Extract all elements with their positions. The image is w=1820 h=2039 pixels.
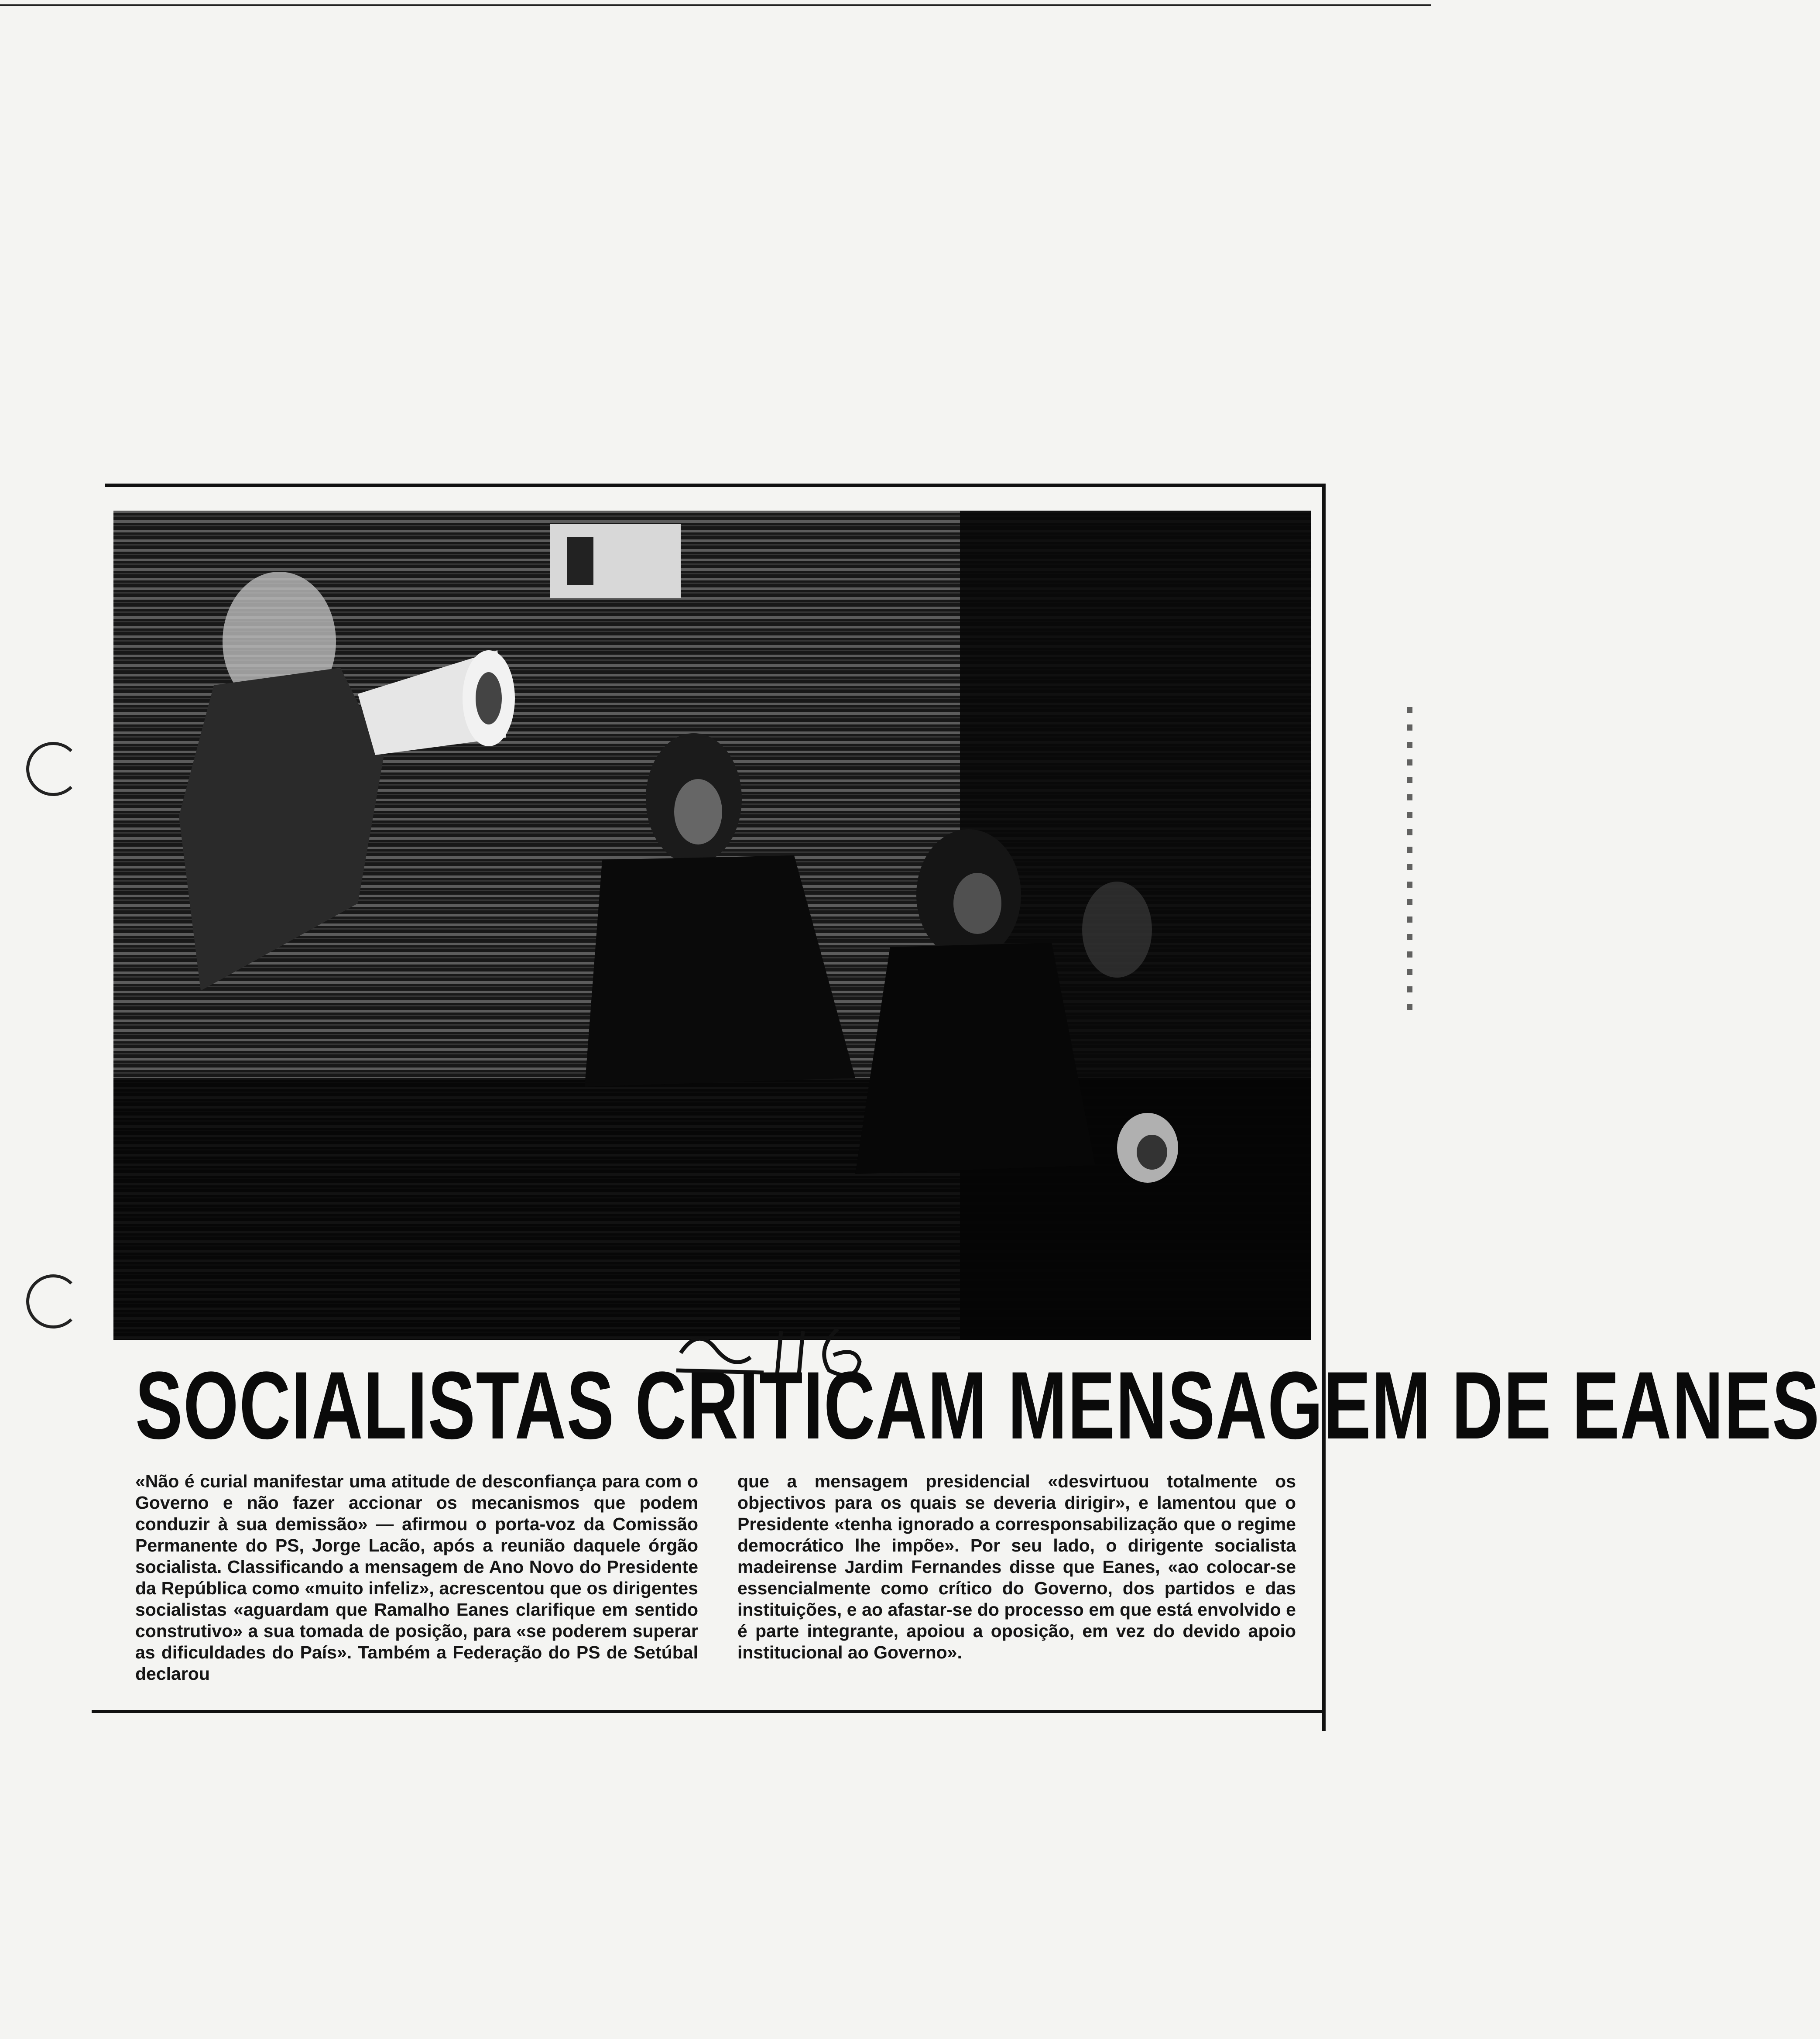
news-photo: [113, 511, 1311, 1340]
top-edge-rule: [0, 4, 1431, 6]
bottom-rule: [92, 1710, 1324, 1713]
photo-illustration: [113, 511, 1311, 1340]
punch-hole-mark: [26, 1274, 80, 1328]
punch-hole-mark: [26, 742, 80, 796]
margin-scan-marks: [1407, 707, 1412, 1013]
article-headline: SOCIALISTAS CRITICAM MENSAGEM DE EANES: [135, 1352, 1820, 1459]
article-body-column-right: que a mensagem presidencial «desvirtuou totalmente os objectivos para os quais se deveria dirigir», e lamentou que o Presidente «tenha ignorado a corresponsabilização que o regime democrático lhe impõe». Por seu lado, o dirigente socialista madeirense Jardim Fernandes disse que Eanes, «ao colocar-se essencialmente como crítico do Governo, dos partidos e das instituições, e ao afastar-se do processo em que está envolvido e é parte integrante, apoiou a oposição, em vez do devido apoio institucional ao Governo».: [737, 1471, 1296, 1662]
article-body-column-left: «Não é curial manifestar uma atitude de desconfiança para com o Governo e não fazer accionar os mecanismos que podem conduzir à sua demissão» — afirmou o porta-voz da Comissão Permanente do PS, Jorge Lacão, após a reunião daquele órgão socialista. Classificando a mensagem de Ano Novo do Presidente da República como «muito infeliz», acrescentou que os dirigentes socialistas «aguardam que Ramalho Eanes clarifique em sentido construtivo» a sua tomada de posição, para «se poderem superar as dificuldades do País». Também a Federação do PS de Setúbal declarou: [135, 1471, 698, 1684]
